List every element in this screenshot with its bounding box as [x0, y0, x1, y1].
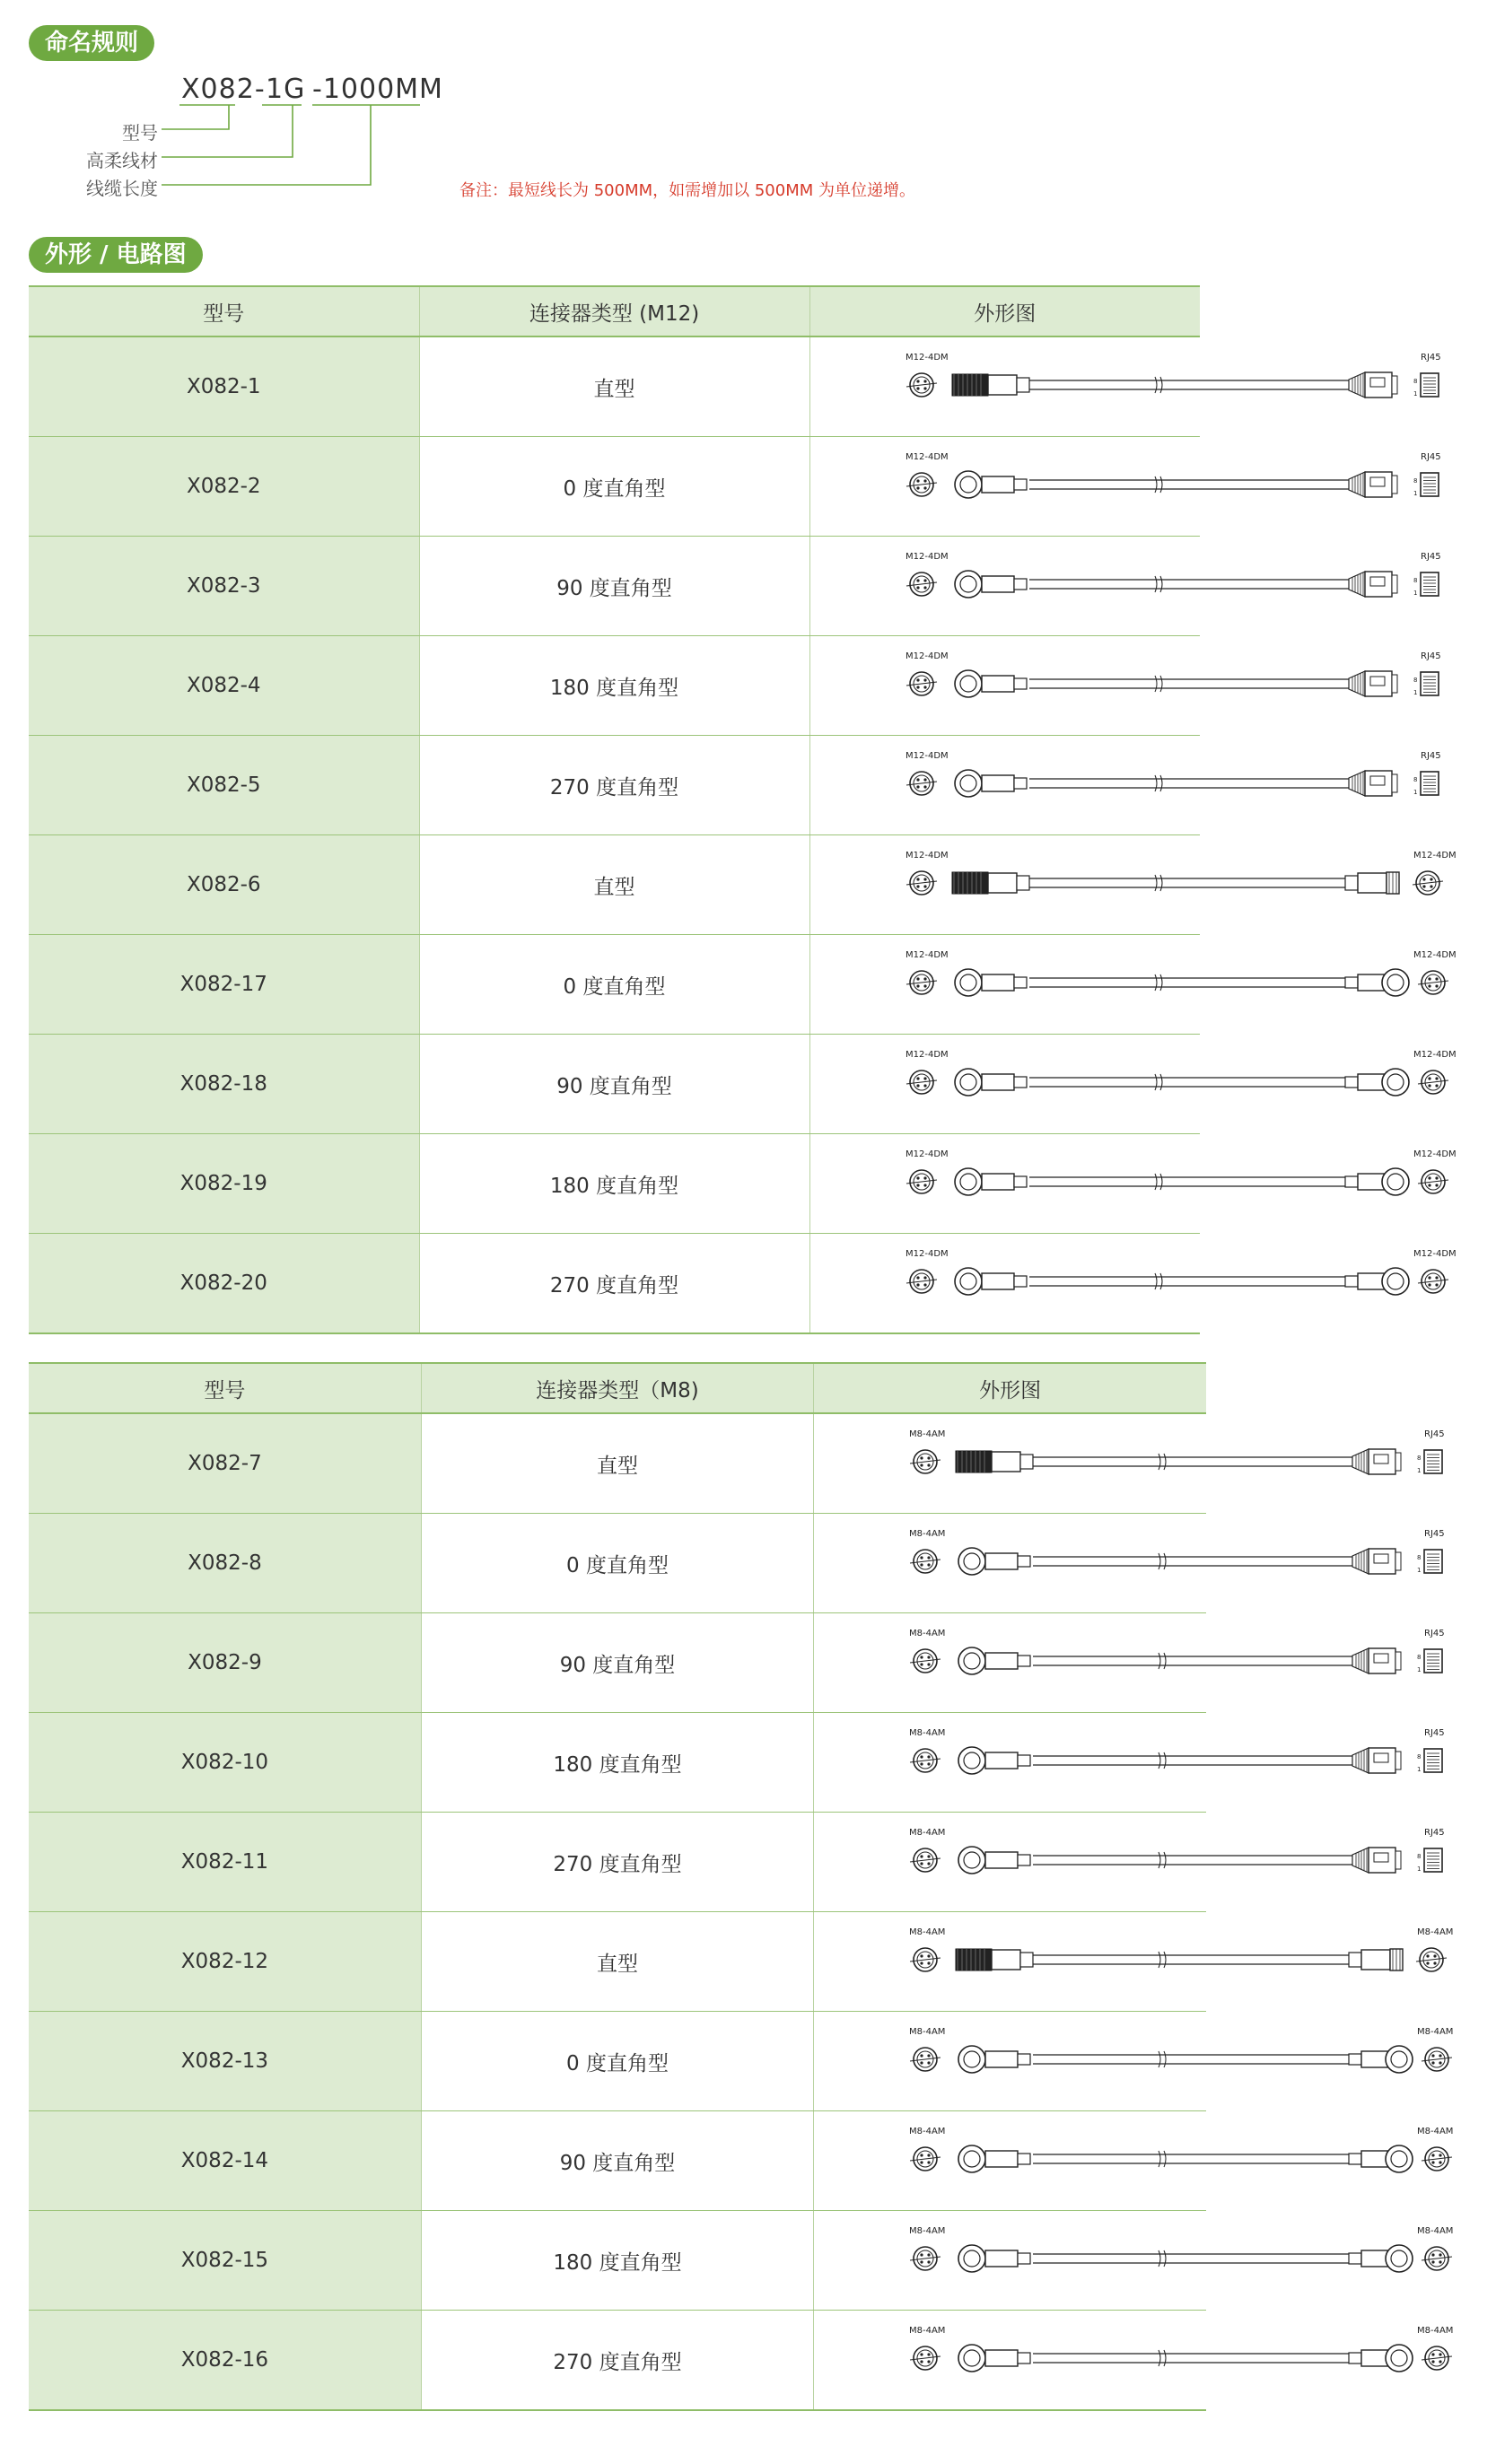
outline-drawing-cell: [809, 1035, 1457, 1134]
model-cell: X082-20: [29, 1234, 419, 1334]
model-cell: X082-13: [29, 2012, 421, 2111]
shape-circuit-title: 外形 / 电路图: [29, 237, 203, 273]
table-row: [29, 736, 1200, 835]
table_m8-right-face-icon: [1422, 2247, 1452, 2270]
cable-outline-drawing: [814, 1817, 1496, 1907]
cable-outline-drawing: [814, 1717, 1496, 1807]
table_m8-right-connector-label: M8-4AM: [1417, 1927, 1454, 1937]
table_m8-right-connector: [1352, 1549, 1401, 1574]
table_m12-left-connector-label: M12-4DM: [905, 353, 949, 363]
m12-spec-table: [29, 285, 1457, 1334]
svg-text:1: 1: [1417, 1766, 1422, 1773]
table_m12-right-face-icon: [1418, 1270, 1448, 1293]
outline-drawing-cell: [809, 636, 1441, 736]
model-cell: X082-17: [29, 935, 419, 1035]
table_m12-left-connector-label: M12-4DM: [905, 452, 949, 462]
table_m12-left-face-icon: [906, 1270, 937, 1293]
connector-type-cell: 直型: [419, 336, 809, 437]
table_m8-cable-line: [1033, 2350, 1352, 2366]
table_m12-left-connector-label: M12-4DM: [905, 1149, 949, 1159]
table_m8-right-face-icon: [1416, 1948, 1447, 1971]
table_m8-left-connector: [958, 1647, 1030, 1674]
cable-outline-drawing: [814, 1618, 1496, 1708]
model-cell: X082-18: [29, 1035, 419, 1134]
table_m8-right-connector: [1352, 1648, 1401, 1673]
svg-text:8: 8: [1417, 1853, 1422, 1860]
table_m8-cable-line: [1033, 1454, 1352, 1470]
table_m12-right-face-icon: [1413, 572, 1439, 597]
model-cell: X082-11: [29, 1813, 421, 1912]
svg-text:1: 1: [1413, 689, 1417, 696]
table_m8-right-face-icon: [1417, 1550, 1442, 1574]
table_m8-right-face-icon: [1422, 2346, 1452, 2370]
table_m12-right-connector: [1345, 872, 1399, 894]
table_m12-left-connector: [952, 872, 1029, 894]
table_m12-left-face-icon: [906, 772, 937, 795]
svg-text:1: 1: [1417, 1865, 1422, 1873]
model-cell: X082-9: [29, 1613, 421, 1713]
connector-type-cell: 直型: [421, 1912, 813, 2012]
table_m8-left-connector: [958, 2046, 1030, 2073]
table_m8-right-connector-label: M8-4AM: [1417, 2127, 1454, 2136]
table_m12-left-face-icon: [906, 672, 937, 695]
model-cell: X082-16: [29, 2311, 421, 2411]
cable-outline-drawing: [814, 1518, 1496, 1608]
table_m12-right-face-icon: [1413, 473, 1439, 497]
table_m8-left-connector: [956, 1451, 1033, 1472]
table_m12-left-connector: [955, 969, 1027, 996]
table_m8-left-connector-label: M8-4AM: [909, 2226, 946, 2236]
table_m12-right-connector-label: RJ45: [1420, 452, 1441, 462]
header-model: 型号: [29, 286, 419, 336]
table_m8-right-connector: [1352, 1848, 1401, 1873]
model-cell: X082-8: [29, 1514, 421, 1613]
table_m8-cable-line: [1033, 1553, 1352, 1569]
table_m12-left-connector-label: M12-4DM: [905, 751, 949, 761]
naming-label-model: 型号: [122, 122, 158, 144]
outline-drawing-cell: [809, 1134, 1457, 1234]
table_m12-left-connector: [955, 1069, 1027, 1096]
table_m12-right-face-icon: [1413, 871, 1443, 895]
table_m12-left-connector: [955, 1168, 1027, 1195]
outline-drawing-cell: [814, 1813, 1445, 1912]
table_m8-right-connector: [1349, 2145, 1413, 2172]
table_m8-right-connector-label: RJ45: [1424, 1529, 1445, 1539]
table_m12-left-face-icon: [906, 871, 937, 895]
table_m12-right-connector: [1349, 671, 1397, 696]
table_m12-cable-line: [1029, 377, 1349, 393]
model-cell: X082-6: [29, 835, 419, 935]
table_m12-right-face-icon: [1413, 373, 1439, 398]
table_m12-left-face-icon: [906, 473, 937, 496]
naming-rule-diagram: [0, 63, 1234, 215]
cable-outline-drawing: [814, 1419, 1496, 1508]
table_m8-right-connector-label: RJ45: [1424, 1429, 1445, 1439]
table_m8-left-connector: [958, 1747, 1030, 1774]
table_m8-right-connector: [1349, 2245, 1413, 2272]
naming-rule-title: 命名规则: [29, 25, 154, 61]
connector-type-cell: 0 度直角型: [419, 935, 809, 1035]
table_m8-cable-line: [1033, 2051, 1352, 2067]
naming-label-cable: 高柔线材: [86, 150, 158, 171]
cable-outline-drawing: [814, 2315, 1496, 2405]
connector-type-cell: 90 度直角型: [421, 1613, 813, 1713]
table_m8-right-connector-label: RJ45: [1424, 1629, 1445, 1638]
table_m12-right-connector: [1349, 572, 1397, 597]
table_m12-right-connector: [1345, 1168, 1409, 1195]
table_m12-right-connector: [1349, 372, 1397, 398]
svg-text:1: 1: [1417, 1567, 1422, 1574]
connector-type-cell: 180 度直角型: [421, 2211, 813, 2311]
naming-code-model: X082-: [181, 74, 266, 105]
table-row: [29, 2111, 1206, 2211]
table_m8-right-connector: [1352, 1748, 1401, 1773]
table_m12-left-connector: [955, 571, 1027, 598]
model-cell: X082-3: [29, 537, 419, 636]
outline-drawing-cell: [814, 1912, 1454, 2012]
model-cell: X082-1: [29, 336, 419, 437]
table_m8-left-connector-label: M8-4AM: [909, 1629, 946, 1638]
table_m8-left-connector: [956, 1949, 1033, 1970]
table_m12-left-face-icon: [906, 971, 937, 994]
svg-text:8: 8: [1417, 1753, 1422, 1761]
connector-type-cell: 90 度直角型: [421, 2111, 813, 2211]
cable-outline-drawing: [810, 1238, 1492, 1328]
table-row: [29, 636, 1200, 736]
table_m8-left-connector-label: M8-4AM: [909, 1529, 946, 1539]
table_m8-left-face-icon: [910, 2147, 940, 2171]
table_m8-right-face-icon: [1417, 1749, 1442, 1773]
table_m8-right-connector: [1349, 2046, 1413, 2073]
svg-text:1: 1: [1417, 1467, 1422, 1474]
table_m8-left-connector-label: M8-4AM: [909, 1429, 946, 1439]
table_m12-left-connector-label: M12-4DM: [905, 1050, 949, 1060]
table_m12-right-connector-label: RJ45: [1420, 353, 1441, 363]
table_m12-cable-line: [1029, 476, 1349, 493]
model-cell: X082-7: [29, 1413, 421, 1514]
model-cell: X082-10: [29, 1713, 421, 1813]
header-drawing: 外形图: [809, 286, 1200, 336]
table_m8-right-connector-label: M8-4AM: [1417, 2027, 1454, 2037]
connector-type-cell: 270 度直角型: [421, 2311, 813, 2411]
table-row: [29, 1035, 1200, 1134]
table_m12-right-face-icon: [1418, 971, 1448, 994]
cable-outline-drawing: [810, 541, 1492, 631]
cable-outline-drawing: [810, 1139, 1492, 1228]
table_m8-left-connector-label: M8-4AM: [909, 1828, 946, 1838]
table_m8-left-connector-label: M8-4AM: [909, 1728, 946, 1738]
table_m12-right-connector: [1345, 1268, 1409, 1295]
table-row: [29, 1514, 1206, 1613]
table_m12-right-connector-label: RJ45: [1420, 552, 1441, 562]
table_m12-right-connector-label: M12-4DM: [1413, 851, 1457, 861]
table_m12-left-face-icon: [906, 572, 937, 596]
cable-outline-drawing: [810, 641, 1492, 730]
model-cell: X082-12: [29, 1912, 421, 2012]
table_m8-left-face-icon: [910, 1948, 940, 1971]
outline-drawing-cell: [814, 2311, 1454, 2411]
naming-label-length: 线缆长度: [86, 178, 158, 199]
table_m12-cable-line: [1029, 974, 1349, 991]
table_m8-left-face-icon: [910, 1649, 940, 1673]
outline-drawing-cell: [809, 736, 1441, 835]
table_m8-left-face-icon: [910, 2346, 940, 2370]
table_m8-right-face-icon: [1417, 1848, 1442, 1873]
svg-text:1: 1: [1413, 490, 1417, 497]
cable-outline-drawing: [810, 840, 1492, 930]
m8-spec-table: [29, 1362, 1454, 2411]
header-model: 型号: [29, 1363, 421, 1413]
table_m8-right-connector-label: M8-4AM: [1417, 2226, 1454, 2236]
table_m12-right-connector: [1349, 771, 1397, 796]
outline-drawing-cell: [814, 2111, 1454, 2211]
table_m12-left-face-icon: [906, 1070, 937, 1094]
cable-outline-drawing: [814, 1917, 1496, 2006]
table_m12-left-connector: [952, 374, 1029, 396]
table_m12-left-connector: [955, 1268, 1027, 1295]
table_m8-cable-line: [1033, 2151, 1352, 2167]
connector-type-cell: 270 度直角型: [419, 736, 809, 835]
table-header-row: [29, 1363, 1206, 1413]
table_m12-right-connector-label: M12-4DM: [1413, 1249, 1457, 1259]
table_m12-cable-line: [1029, 676, 1349, 692]
table-row: [29, 1912, 1206, 2012]
connector-type-cell: 直型: [419, 835, 809, 935]
table_m8-cable-line: [1033, 1653, 1352, 1669]
cable-outline-drawing: [814, 2016, 1496, 2106]
table_m8-left-face-icon: [910, 1450, 940, 1473]
cable-outline-drawing: [814, 2215, 1496, 2305]
svg-text:8: 8: [1417, 1554, 1422, 1561]
table_m8-right-face-icon: [1422, 2048, 1452, 2071]
table_m12-right-connector-label: M12-4DM: [1413, 1050, 1457, 1060]
table-row: [29, 2012, 1206, 2111]
table_m12-left-face-icon: [906, 1170, 937, 1193]
connector-type-cell: 180 度直角型: [421, 1713, 813, 1813]
table-header-row: [29, 286, 1200, 336]
table_m12-right-connector: [1349, 472, 1397, 497]
table_m8-cable-line: [1033, 1952, 1352, 1968]
table_m8-left-connector-label: M8-4AM: [909, 2127, 946, 2136]
table_m8-left-face-icon: [910, 1848, 940, 1872]
model-cell: X082-2: [29, 437, 419, 537]
svg-text:1: 1: [1413, 390, 1417, 398]
table_m12-left-connector: [955, 770, 1027, 797]
header-drawing: 外形图: [814, 1363, 1206, 1413]
table_m12-left-connector-label: M12-4DM: [905, 552, 949, 562]
table_m12-right-face-icon: [1413, 672, 1439, 696]
header-connector-type: 连接器类型 (M12): [419, 286, 809, 336]
table_m8-right-connector: [1349, 2345, 1413, 2372]
outline-drawing-cell: [814, 1514, 1445, 1613]
cable-outline-drawing: [810, 740, 1492, 830]
table-row: [29, 1413, 1206, 1514]
cable-outline-drawing: [810, 441, 1492, 531]
table_m12-cable-line: [1029, 576, 1349, 592]
table_m12-cable-line: [1029, 1273, 1349, 1289]
connector-type-cell: 0 度直角型: [419, 437, 809, 537]
table-row: [29, 2211, 1206, 2311]
table_m8-left-face-icon: [910, 2048, 940, 2071]
outline-drawing-cell: [809, 935, 1457, 1035]
table-row: [29, 537, 1200, 636]
connector-type-cell: 180 度直角型: [419, 636, 809, 736]
table_m12-right-face-icon: [1418, 1170, 1448, 1193]
table_m8-left-connector: [958, 1548, 1030, 1575]
table-row: [29, 1813, 1206, 1912]
outline-drawing-cell: [809, 1234, 1457, 1334]
table_m12-right-face-icon: [1418, 1070, 1448, 1094]
svg-text:8: 8: [1417, 1455, 1422, 1462]
table-row: [29, 935, 1200, 1035]
table_m8-right-connector: [1349, 1949, 1403, 1970]
model-cell: X082-19: [29, 1134, 419, 1234]
table_m8-left-connector: [958, 1847, 1030, 1874]
outline-drawing-cell: [814, 2012, 1454, 2111]
outline-drawing-cell: [814, 2211, 1454, 2311]
table-row: [29, 437, 1200, 537]
svg-text:8: 8: [1417, 1654, 1422, 1661]
svg-text:1: 1: [1413, 590, 1417, 597]
connector-type-cell: 90 度直角型: [419, 1035, 809, 1134]
header-connector-type: 连接器类型（M8): [421, 1363, 813, 1413]
svg-text:1: 1: [1413, 789, 1417, 796]
table_m12-left-connector: [955, 670, 1027, 697]
table_m8-right-connector-label: RJ45: [1424, 1728, 1445, 1738]
naming-code-length: -1000MM: [312, 74, 443, 105]
table-row: [29, 1613, 1206, 1713]
table_m12-cable-line: [1029, 875, 1349, 891]
outline-drawing-cell: [809, 336, 1441, 437]
model-cell: X082-4: [29, 636, 419, 736]
model-cell: X082-5: [29, 736, 419, 835]
table_m12-left-connector-label: M12-4DM: [905, 1249, 949, 1259]
connector-type-cell: 直型: [421, 1413, 813, 1514]
cable-outline-drawing: [814, 2116, 1496, 2206]
table_m12-cable-line: [1029, 1074, 1349, 1090]
table_m8-left-connector: [958, 2145, 1030, 2172]
table_m12-left-face-icon: [906, 373, 937, 397]
table_m8-cable-line: [1033, 1852, 1352, 1868]
table_m12-left-connector-label: M12-4DM: [905, 950, 949, 960]
naming-note: 备注：最短线长为 500MM，如需增加以 500MM 为单位递增。: [459, 181, 915, 200]
model-cell: X082-14: [29, 2111, 421, 2211]
outline-drawing-cell: [814, 1413, 1445, 1514]
outline-drawing-cell: [814, 1613, 1445, 1713]
table_m12-right-connector: [1345, 969, 1409, 996]
connector-type-cell: 90 度直角型: [419, 537, 809, 636]
table-row: [29, 1134, 1200, 1234]
naming-code-cable: 1G: [266, 74, 306, 105]
connector-type-cell: 0 度直角型: [421, 1514, 813, 1613]
connector-type-cell: 180 度直角型: [419, 1134, 809, 1234]
table_m8-left-connector-label: M8-4AM: [909, 2326, 946, 2336]
svg-text:8: 8: [1413, 677, 1417, 684]
cable-outline-drawing: [810, 939, 1492, 1029]
svg-text:1: 1: [1417, 1666, 1422, 1673]
cable-outline-drawing: [810, 1039, 1492, 1129]
table_m8-right-connector-label: RJ45: [1424, 1828, 1445, 1838]
table_m8-cable-line: [1033, 1752, 1352, 1769]
connector-type-cell: 270 度直角型: [419, 1234, 809, 1334]
table_m12-left-connector: [955, 471, 1027, 498]
connector-type-cell: 270 度直角型: [421, 1813, 813, 1912]
table_m8-left-connector: [958, 2245, 1030, 2272]
table-row: [29, 336, 1200, 437]
table_m8-right-connector: [1352, 1449, 1401, 1474]
connector-type-cell: 0 度直角型: [421, 2012, 813, 2111]
table-row: [29, 2311, 1206, 2411]
table-row: [29, 835, 1200, 935]
table_m12-right-face-icon: [1413, 772, 1439, 796]
table_m12-right-connector-label: RJ45: [1420, 651, 1441, 661]
table_m8-right-face-icon: [1422, 2147, 1452, 2171]
table_m12-left-connector-label: M12-4DM: [905, 651, 949, 661]
table_m12-cable-line: [1029, 775, 1349, 791]
table_m8-left-connector: [958, 2345, 1030, 2372]
table_m8-right-face-icon: [1417, 1450, 1442, 1474]
table_m12-right-connector-label: M12-4DM: [1413, 950, 1457, 960]
table_m8-left-connector-label: M8-4AM: [909, 1927, 946, 1937]
outline-drawing-cell: [809, 437, 1441, 537]
model-cell: X082-15: [29, 2211, 421, 2311]
outline-drawing-cell: [809, 835, 1457, 935]
table-row: [29, 1234, 1200, 1334]
svg-text:8: 8: [1413, 577, 1417, 584]
table_m12-cable-line: [1029, 1174, 1349, 1190]
table_m8-right-connector-label: M8-4AM: [1417, 2326, 1454, 2336]
cable-outline-drawing: [810, 342, 1492, 432]
table_m12-right-connector-label: RJ45: [1420, 751, 1441, 761]
table_m8-left-face-icon: [910, 1550, 940, 1573]
svg-text:8: 8: [1413, 776, 1417, 783]
table_m8-left-connector-label: M8-4AM: [909, 2027, 946, 2037]
svg-text:8: 8: [1413, 378, 1417, 385]
svg-text:8: 8: [1413, 477, 1417, 485]
table_m12-right-connector: [1345, 1069, 1409, 1096]
table_m12-right-connector-label: M12-4DM: [1413, 1149, 1457, 1159]
table_m8-left-face-icon: [910, 2247, 940, 2270]
table_m8-cable-line: [1033, 2250, 1352, 2267]
outline-drawing-cell: [809, 537, 1441, 636]
table_m12-left-connector-label: M12-4DM: [905, 851, 949, 861]
table-row: [29, 1713, 1206, 1813]
table_m8-left-face-icon: [910, 1749, 940, 1772]
outline-drawing-cell: [814, 1713, 1445, 1813]
table_m8-right-face-icon: [1417, 1649, 1442, 1673]
